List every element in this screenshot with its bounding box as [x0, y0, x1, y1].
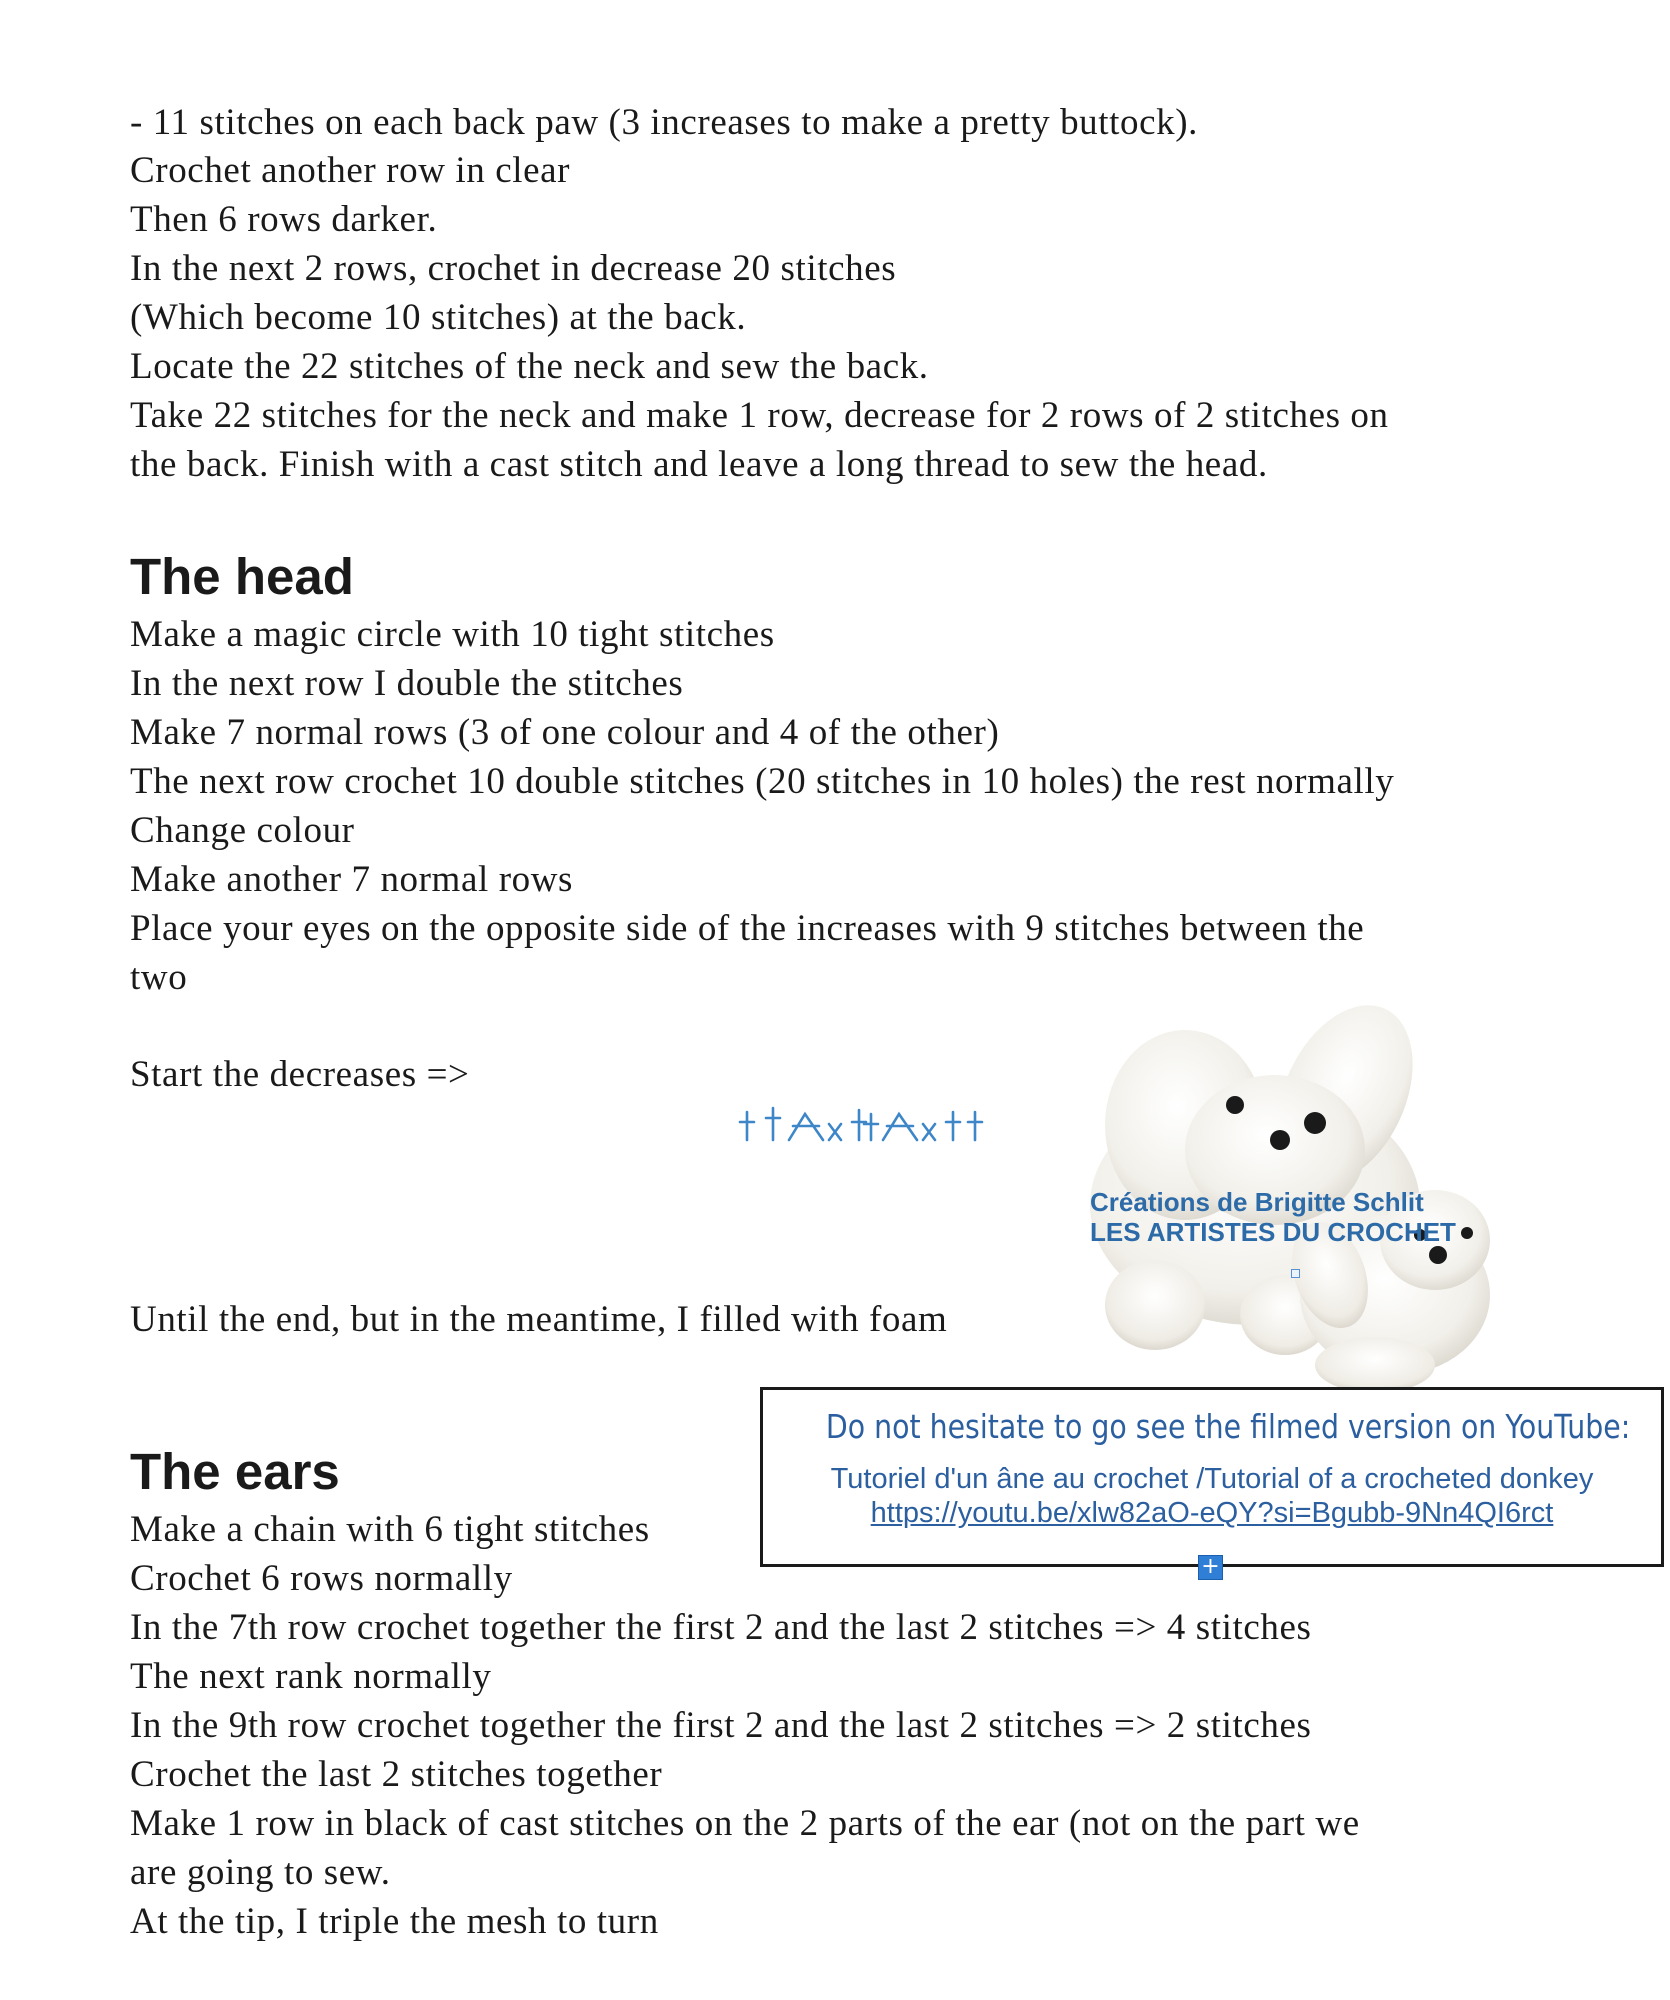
instruction-line: The next rank normally	[130, 1656, 492, 1697]
crocheted-dogs-photo	[1075, 975, 1495, 1395]
instruction-line: Then 6 rows darker.	[130, 199, 438, 240]
start-decreases-text: Start the decreases =>	[130, 1054, 470, 1095]
instruction-line: Crochet another row in clear	[130, 150, 571, 191]
instruction-line: In the next 2 rows, crochet in decrease 20 stitches	[130, 248, 897, 289]
instruction-line: The next row crochet 10 double stitches (20 stitches in 10 holes) the rest normally	[130, 761, 1395, 802]
video-box-title: Do not hesitate to go see the filmed version on YouTube:	[825, 1407, 1631, 1446]
crochet-decrease-symbols-icon	[735, 1100, 1035, 1150]
heading-the-ears: The ears	[130, 1443, 340, 1500]
instruction-line: In the 9th row crochet together the first 2 and the last 2 stitches => 2 stitches	[130, 1705, 1312, 1746]
instruction-line: Crochet 6 rows normally	[130, 1558, 513, 1599]
youtube-link[interactable]: https://youtu.be/xlw82aO-eQY?si=Bgubb-9Nn4QI6rct	[870, 1497, 1554, 1529]
instruction-line: Make a magic circle with 10 tight stitches	[130, 614, 775, 655]
add-button[interactable]: +	[1198, 1555, 1223, 1580]
instruction-line: Crochet the last 2 stitches together	[130, 1754, 663, 1795]
instruction-line: two	[130, 957, 188, 998]
instruction-line: Change colour	[130, 810, 355, 851]
instruction-line: At the tip, I triple the mesh to turn	[130, 1901, 659, 1942]
heading-the-head: The head	[130, 548, 354, 605]
instruction-line: Make another 7 normal rows	[130, 859, 574, 900]
until-end-text: Until the end, but in the meantime, I filled with foam	[130, 1299, 948, 1340]
instruction-line: Locate the 22 stitches of the neck and sew the back.	[130, 346, 929, 387]
instruction-line: Make 1 row in black of cast stitches on the 2 parts of the ear (not on the part we	[130, 1803, 1360, 1844]
video-box-subtitle: Tutoriel d'un âne au crochet /Tutorial of a crocheted donkey	[830, 1463, 1594, 1495]
instruction-line: are going to sew.	[130, 1852, 391, 1893]
instruction-line: Take 22 stitches for the neck and make 1 row, decrease for 2 rows of 2 stitches on	[130, 395, 1389, 436]
instruction-line: (Which become 10 stitches) at the back.	[130, 297, 747, 338]
photo-credit-line-1: Créations de Brigitte Schlit	[1090, 1187, 1424, 1217]
resize-handle[interactable]	[1291, 1269, 1300, 1278]
instruction-line: the back. Finish with a cast stitch and leave a long thread to sew the head.	[130, 444, 1268, 485]
instruction-line: Make a chain with 6 tight stitches	[130, 1509, 650, 1550]
instruction-line: - 11 stitches on each back paw (3 increases to make a pretty buttock).	[130, 102, 1199, 143]
instruction-line: Make 7 normal rows (3 of one colour and 4 of the other)	[130, 712, 1000, 753]
youtube-info-box	[760, 1387, 1664, 1567]
instruction-line: Place your eyes on the opposite side of the increases with 9 stitches between the	[130, 908, 1365, 949]
instruction-line: In the 7th row crochet together the first 2 and the last 2 stitches => 4 stitches	[130, 1607, 1312, 1648]
instruction-line: In the next row I double the stitches	[130, 663, 684, 704]
photo-credit-line-2: LES ARTISTES DU CROCHET	[1090, 1217, 1456, 1247]
